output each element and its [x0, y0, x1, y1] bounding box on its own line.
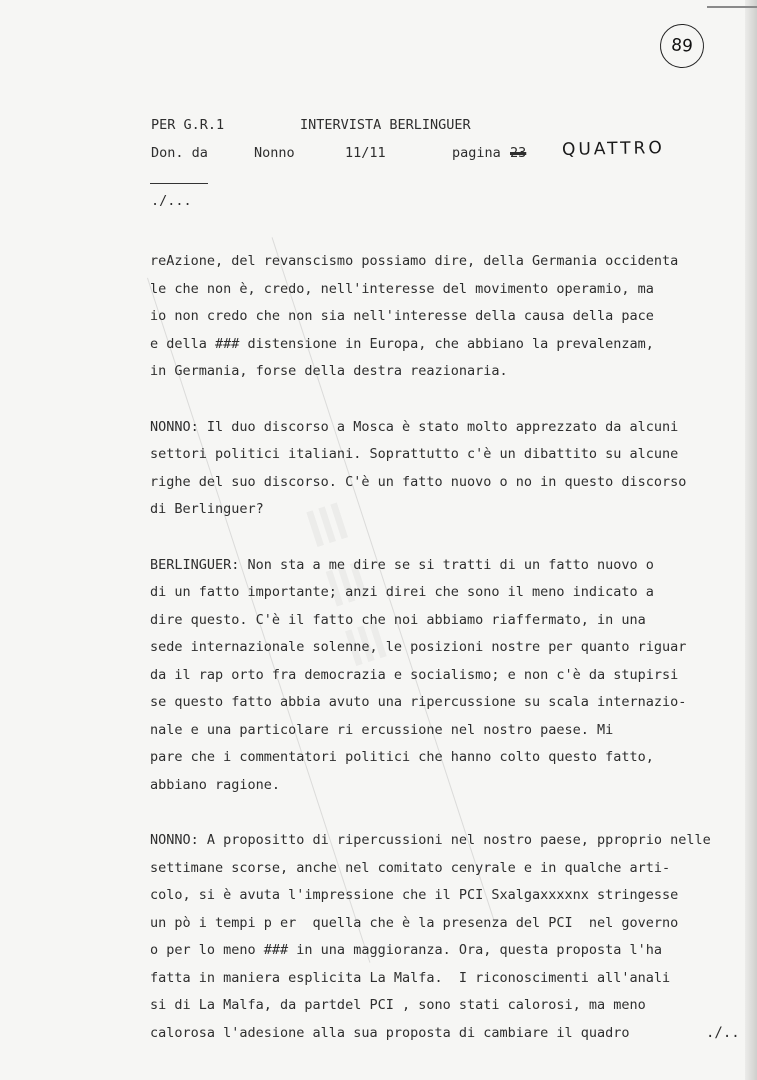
header-from-label: Don. da	[151, 145, 208, 161]
continuation-top: ./...	[151, 193, 192, 209]
text-line: BERLINGUER: Non sta a me dire se si tratti di un fatto nuovo o	[150, 556, 654, 573]
header-page-struck: 23	[510, 145, 527, 161]
paragraph-reazione	[150, 248, 757, 386]
page-number-stamp: 89	[659, 23, 706, 70]
text-line: e della ### distensione in Europa, che abbiano la prevalenzam,	[150, 335, 654, 352]
text-line: NONNO: Il duo discorso a Mosca è stato molto apprezzato da alcuni	[150, 418, 679, 435]
text-line: settori politici italiani. Soprattutto c'è un dibattito su alcune	[150, 446, 679, 462]
header-date: 11/11	[345, 145, 386, 161]
watermark-band: ≡≡≡	[147, 237, 495, 963]
text-line: pare che i commentatori politici che hanno colto questo fatto,	[150, 749, 654, 765]
text-line: sede internazionale solenne, le posizioni nostre per quanto riguar	[150, 639, 687, 655]
text-line: colo, si è avuta l'impressione che il PCI Sxalgaxxxxnx stringesse	[150, 887, 679, 903]
text-line: nale e una particolare ri ercussione nel nostro paese. Mi	[150, 721, 614, 738]
text-line: settimane scorse, anche nel comitato cenyrale e in qualche arti-	[150, 859, 671, 876]
text-line: o per lo meno ### in una maggioranza. Ora, questa proposta l'ha	[150, 942, 663, 958]
header-title: INTERVISTA BERLINGUER	[300, 117, 471, 133]
text-line: le che non è, credo, nell'interesse del movimento operamio, ma	[150, 280, 654, 297]
text-line: se questo fatto abbia avuto una ripercussione su scala internazio-	[150, 694, 687, 710]
paragraph-nonno-question-1	[150, 414, 757, 524]
text-line: NONNO: A propositto di ripercussioni nel nostro paese, pproprio nelle	[150, 832, 711, 848]
text-line: di Berlinguer?	[150, 501, 264, 517]
text-line: di un fatto importante; anzi direi che sono il meno indicato a	[150, 584, 654, 600]
text-line: righe del suo discorso. C'è un fatto nuovo o no in questo discorso	[150, 473, 687, 490]
text-line: reAzione, del revanscismo possiamo dire, della Germania occidenta	[150, 253, 679, 269]
header-page-handwritten: QUATTRO	[561, 138, 665, 160]
text-line: dire questo. C'è il fatto che noi abbiamo riaffermato, in una	[150, 611, 646, 628]
text-line: un pò i tempi p er quella che è la presenza del PCI nel governo	[150, 914, 679, 931]
header-page-label: pagina	[452, 145, 501, 161]
header-from-name: Nonno	[254, 145, 295, 161]
paragraph-berlinguer-answer	[150, 552, 757, 800]
text-line: fatta in maniera esplicita La Malfa. I riconoscimenti all'anali	[150, 969, 671, 986]
header-divider	[150, 183, 208, 184]
text-line: calorosa l'adesione alla sua proposta di cambiare il quadro	[150, 1024, 630, 1041]
continuation-bottom: ./..	[706, 1025, 740, 1041]
text-line: abbiano ragione.	[150, 776, 281, 793]
paragraph-nonno-question-2	[150, 827, 757, 1047]
text-line: si di La Malfa, da partdel PCI , sono stati calorosi, ma meno	[150, 997, 646, 1013]
text-line: da il rap orto fra democrazia e socialismo; e non c'è da stupirsi	[150, 666, 679, 683]
top-edge-rule	[707, 6, 757, 8]
transcript-body	[150, 248, 757, 1075]
header-for: PER G.R.1	[151, 117, 225, 133]
text-line: io non credo che non sia nell'interesse della causa della pace	[150, 308, 654, 324]
text-line: in Germania, forse della destra reazionaria.	[150, 363, 508, 379]
